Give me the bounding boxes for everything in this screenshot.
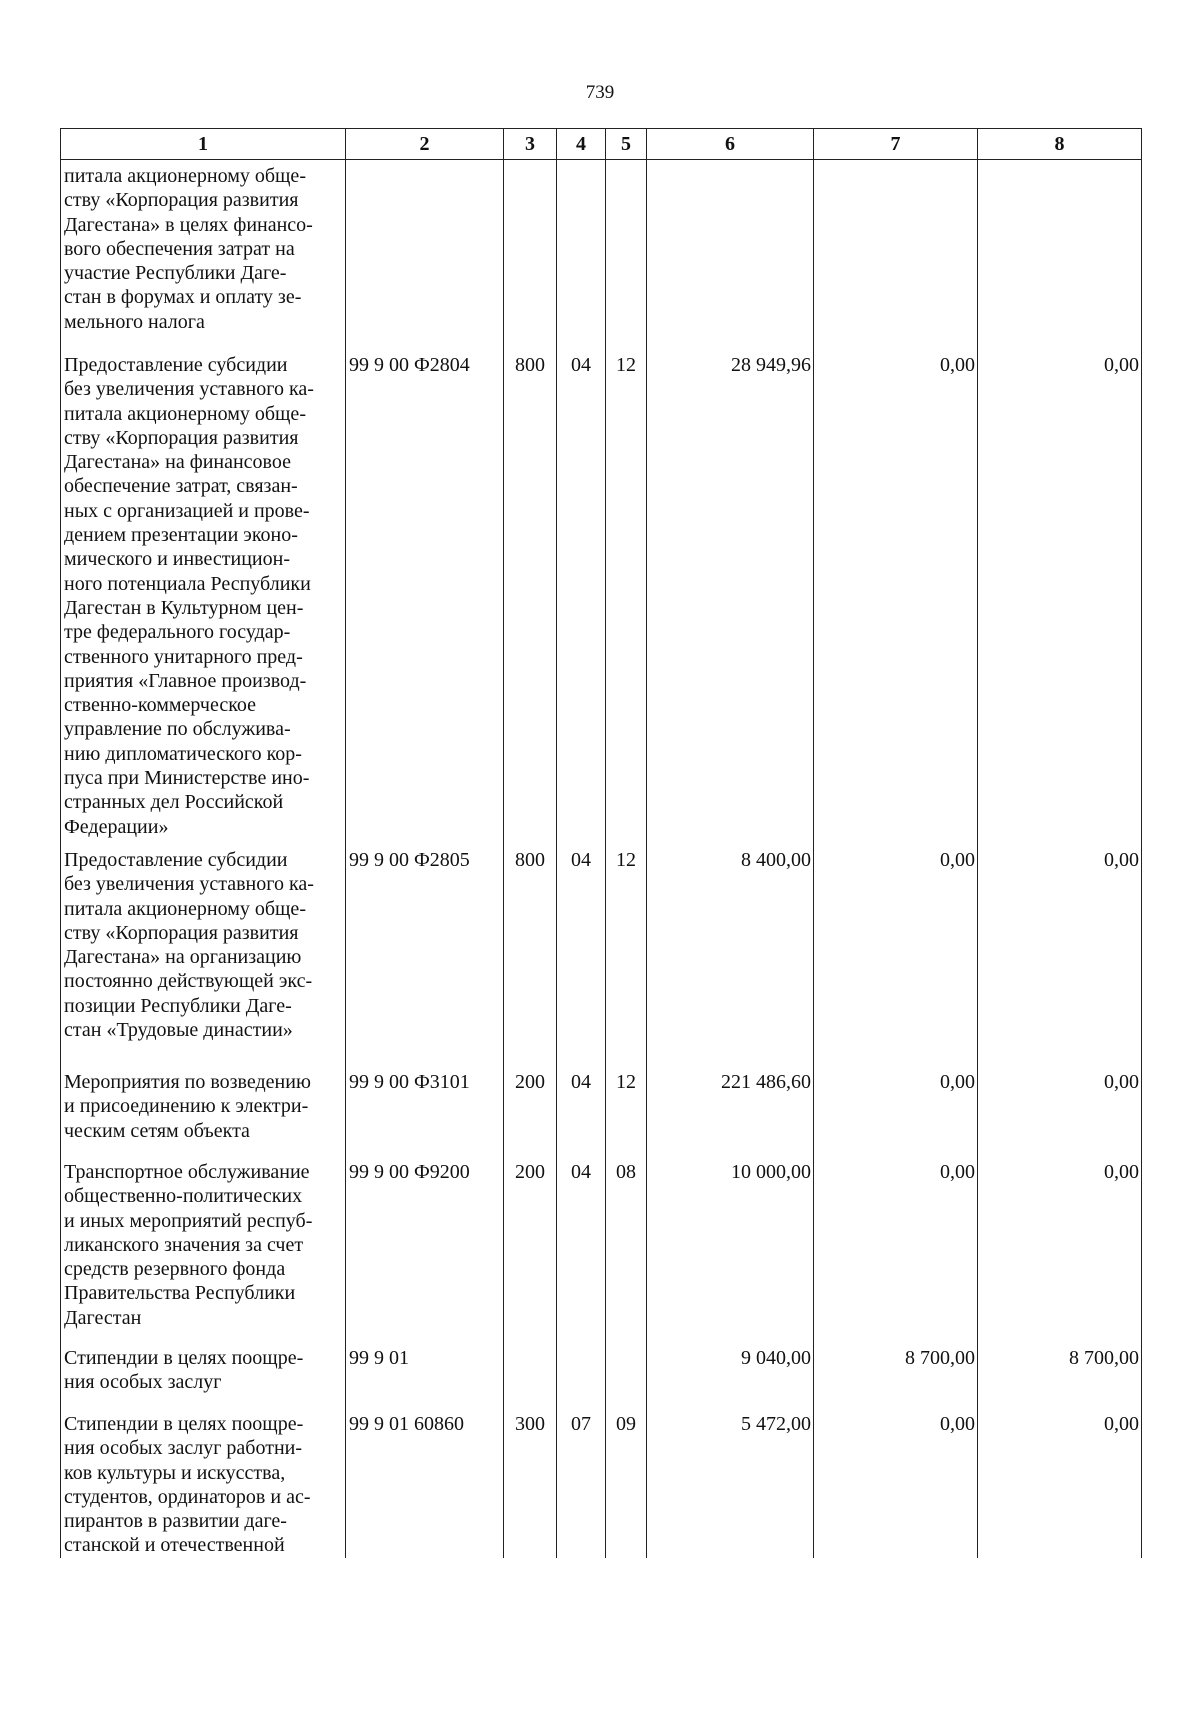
row-description: Предоставление субсидии без увеличения уставного ка- питала акционерному обще- ству «Корпорация развития Дагестана» на финансовое обеспечение затрат, связан- ных с организацией и прове- дением презентации эконо- мического и инвестицион- ного потенциала Республики Дагестан в Культурном цен- тре федерального государ- ственного унитарного пред- приятия «Главное производ- ственно-коммерческое управление по обслужива- нию дипломатического кор- пуса при Министерстве ино- странных дел Российской Федерации» (64, 354, 314, 838)
subsection-code-cell (606, 1404, 647, 1558)
row-description: Стипендии в целях поощре- ния особых заслуг (64, 1347, 304, 1394)
subsection-code-cell (606, 1338, 647, 1404)
table-row (61, 1404, 1142, 1558)
budget-code: 99 9 00 Ф3101 (349, 1071, 470, 1093)
expense-type-code-cell (504, 345, 557, 840)
amount-col-6-cell (647, 1338, 814, 1404)
amount-col-8-cell (978, 1404, 1142, 1558)
row-description: питала акционерному обще- ству «Корпорация развития Дагестана» в целях финансо- вого обеспечения затрат на участие Республики Даге- стан в форумах и оплату зе- мельного налога (64, 165, 313, 333)
section-code (557, 160, 605, 164)
amount-col-7-cell (814, 1404, 978, 1558)
subsection-code (606, 160, 646, 164)
amount-col-6: 28 949,96 (731, 354, 811, 376)
expense-type-code (504, 1338, 556, 1346)
budget-code-cell (346, 160, 504, 346)
section-code-cell (557, 160, 606, 346)
row-description-cell (61, 345, 346, 840)
amount-col-8-cell (978, 160, 1142, 346)
amount-col-8-cell (978, 840, 1142, 1062)
section-code-cell (557, 1062, 606, 1152)
amount-col-7: 8 700,00 (905, 1347, 975, 1369)
row-description: Стипендии в целях поощре- ния особых заслуг работни- ков культуры и искусства, студентов, ординаторов и ас- пирантов в развитии даге- станской и отечественной (64, 1413, 311, 1557)
budget-code: 99 9 00 Ф2804 (349, 354, 470, 376)
budget-code-cell (346, 1152, 504, 1338)
budget-code: 99 9 00 Ф2805 (349, 849, 470, 871)
subsection-code: 09 (616, 1413, 636, 1435)
column-header-4: 4 (557, 129, 606, 160)
amount-col-7-cell (814, 1062, 978, 1152)
amount-col-6-cell (647, 1062, 814, 1152)
subsection-code: 12 (616, 1071, 636, 1093)
section-code: 04 (571, 1071, 591, 1093)
amount-col-8-cell (978, 345, 1142, 840)
amount-col-6: 10 000,00 (731, 1161, 811, 1183)
section-code: 07 (571, 1413, 591, 1435)
budget-code-cell (346, 1338, 504, 1404)
subsection-code: 08 (616, 1161, 636, 1183)
budget-code-cell (346, 1404, 504, 1558)
column-header-1: 1 (61, 129, 346, 160)
amount-col-7: 0,00 (940, 1071, 975, 1093)
expense-type-code: 800 (515, 849, 545, 871)
subsection-code-cell (606, 160, 647, 346)
budget-code (349, 160, 502, 164)
amount-col-8: 8 700,00 (1069, 1347, 1139, 1369)
budget-code: 99 9 01 (349, 1347, 409, 1369)
budget-table (60, 128, 1142, 1558)
row-description: Предоставление субсидии без увеличения уставного ка- питала акционерному обще- ству «Корпорация развития Дагестана» на организацию постоянно действующей экс- позиции Республики Даге- стан «Трудовые династии» (64, 849, 314, 1042)
expense-type-code: 200 (515, 1071, 545, 1093)
amount-col-6: 8 400,00 (741, 849, 811, 871)
amount-col-7-cell (814, 345, 978, 840)
subsection-code-cell (606, 840, 647, 1062)
column-header-6: 6 (647, 129, 814, 160)
amount-col-7: 0,00 (940, 849, 975, 871)
expense-type-code-cell (504, 840, 557, 1062)
section-code (557, 1338, 605, 1346)
row-description: Транспортное обслуживание общественно-политических и иных мероприятий респуб- ликанского значения за счет средств резервного фонда Правительства Республики Дагестан (64, 1161, 313, 1329)
amount-col-8: 0,00 (1104, 1161, 1139, 1183)
section-code: 04 (571, 354, 591, 376)
subsection-code-cell (606, 1062, 647, 1152)
amount-col-8: 0,00 (1104, 1071, 1139, 1093)
table-row (61, 1338, 1142, 1404)
amount-col-7-cell (814, 1338, 978, 1404)
column-header-3: 3 (504, 129, 557, 160)
subsection-code: 12 (616, 354, 636, 376)
section-code: 04 (571, 849, 591, 871)
row-description: Мероприятия по возведению и присоединению к электри- ческим сетям объекта (64, 1071, 311, 1142)
expense-type-code-cell (504, 1152, 557, 1338)
amount-col-7: 0,00 (940, 1161, 975, 1183)
section-code-cell (557, 1338, 606, 1404)
expense-type-code (504, 160, 556, 164)
subsection-code (606, 1338, 646, 1346)
expense-type-code: 200 (515, 1161, 545, 1183)
budget-code: 99 9 00 Ф9200 (349, 1161, 470, 1183)
page-number: 739 (585, 82, 615, 103)
amount-col-6: 221 486,60 (721, 1071, 811, 1093)
amount-col-7: 0,00 (940, 1413, 975, 1435)
amount-col-6: 5 472,00 (741, 1413, 811, 1435)
subsection-code-cell (606, 1152, 647, 1338)
row-description-cell (61, 1062, 346, 1152)
row-description-cell (61, 1404, 346, 1558)
amount-col-8: 0,00 (1104, 354, 1139, 376)
amount-col-8-cell (978, 1152, 1142, 1338)
amount-col-7: 0,00 (940, 354, 975, 376)
expense-type-code-cell (504, 1062, 557, 1152)
budget-code-cell (346, 345, 504, 840)
amount-col-7-cell (814, 840, 978, 1062)
amount-col-7-cell (814, 1152, 978, 1338)
amount-col-6-cell (647, 345, 814, 840)
column-header-7: 7 (814, 129, 978, 160)
row-description-cell (61, 1152, 346, 1338)
amount-col-6-cell (647, 160, 814, 346)
subsection-code-cell (606, 345, 647, 840)
amount-col-6 (650, 160, 811, 164)
section-code-cell (557, 840, 606, 1062)
amount-col-6: 9 040,00 (741, 1347, 811, 1369)
table-row (61, 345, 1142, 840)
amount-col-8 (981, 160, 1139, 164)
section-code-cell (557, 345, 606, 840)
amount-col-6-cell (647, 1152, 814, 1338)
row-description-cell (61, 160, 346, 346)
table-row (61, 1152, 1142, 1338)
amount-col-8-cell (978, 1338, 1142, 1404)
amount-col-7-cell (814, 160, 978, 346)
column-header-2: 2 (346, 129, 504, 160)
amount-col-8: 0,00 (1104, 1413, 1139, 1435)
expense-type-code-cell (504, 1338, 557, 1404)
row-description-cell (61, 1338, 346, 1404)
amount-col-7 (817, 160, 975, 164)
amount-col-6-cell (647, 1404, 814, 1558)
table-row (61, 1062, 1142, 1152)
expense-type-code: 300 (515, 1413, 545, 1435)
column-header-5: 5 (606, 129, 647, 160)
budget-code-cell (346, 840, 504, 1062)
expense-type-code-cell (504, 1404, 557, 1558)
amount-col-6-cell (647, 840, 814, 1062)
column-header-8: 8 (978, 129, 1142, 160)
table-row (61, 160, 1142, 346)
budget-code: 99 9 01 60860 (349, 1413, 464, 1435)
section-code-cell (557, 1404, 606, 1558)
row-description-cell (61, 840, 346, 1062)
table-row (61, 840, 1142, 1062)
subsection-code: 12 (616, 849, 636, 871)
amount-col-8-cell (978, 1062, 1142, 1152)
expense-type-code-cell (504, 160, 557, 346)
amount-col-8: 0,00 (1104, 849, 1139, 871)
budget-code-cell (346, 1062, 504, 1152)
section-code-cell (557, 1152, 606, 1338)
expense-type-code: 800 (515, 354, 545, 376)
section-code: 04 (571, 1161, 591, 1183)
table-header (61, 129, 1142, 160)
